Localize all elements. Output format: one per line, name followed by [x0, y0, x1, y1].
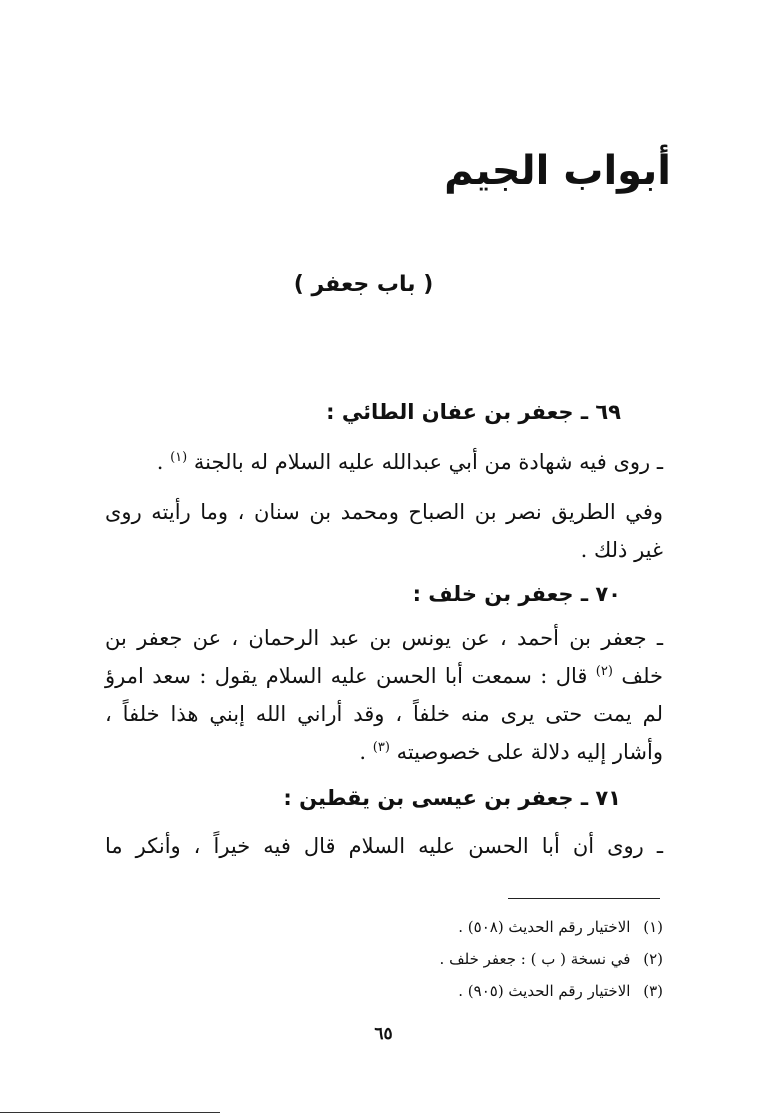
footnote-3-number: (٣) — [643, 982, 663, 1000]
entry-69-line-1-end: . — [156, 450, 164, 474]
footnote-2 — [440, 950, 663, 968]
entry-70-line-2-rest: قال : سمعت أبا الحسن عليه السلام يقول : سعد امرؤ — [105, 664, 588, 688]
entry-heading-69: ٦٩ ـ جعفر بن عفان الطائي : — [326, 400, 621, 424]
footnote-2-text: في نسخة ( ب ) : جعفر خلف . — [439, 950, 631, 968]
footnote-ref-3: (٣) — [372, 740, 390, 755]
entry-69-line-3: غير ذلك . — [580, 538, 663, 562]
entry-70-line-2 — [105, 664, 663, 688]
page-number: ٦٥ — [374, 1024, 393, 1044]
page-edge-line — [0, 1112, 220, 1113]
section-title: ( باب جعفر ) — [293, 272, 434, 297]
footnote-1-number: (١) — [643, 918, 663, 936]
footnote-2-number: (٢) — [643, 950, 663, 968]
chapter-title: أبواب الجيم — [444, 148, 671, 194]
entry-heading-71: ٧١ ـ جعفر بن عيسى بن يقطين : — [283, 786, 621, 810]
footnote-1-text: الاختيار رقم الحديث (٥٠٨) . — [458, 918, 631, 936]
entry-69-line-1-text: ـ روى فيه شهادة من أبي عبدالله عليه السلام له بالجنة — [193, 450, 663, 474]
footnote-ref-1: (١) — [170, 450, 188, 465]
footnote-separator — [508, 898, 660, 899]
entry-70-line-4-text: وأشار إليه دلالة على خصوصيته — [396, 740, 663, 764]
entry-70-line-4-end: . — [359, 740, 367, 764]
footnote-1 — [458, 918, 663, 936]
entry-70-line-4 — [359, 740, 663, 764]
entry-70-line-2-start: خلف — [621, 664, 663, 688]
footnote-3 — [458, 982, 663, 1000]
footnote-ref-2: (٢) — [595, 664, 613, 679]
footnote-3-text: الاختيار رقم الحديث (٩٠٥) . — [458, 982, 631, 1000]
entry-70-line-3: لم يمت حتى يرى منه خلفاً ، وقد أراني الله إبني هذا خلفاً ، — [105, 702, 663, 726]
entry-69-line-2: وفي الطريق نصر بن الصباح ومحمد بن سنان ، وما رأيته روى — [105, 500, 663, 524]
entry-70-line-1: ـ جعفر بن أحمد ، عن يونس بن عبد الرحمان ، عن جعفر بن — [105, 626, 663, 650]
entry-69-line-1 — [157, 450, 663, 474]
entry-heading-70: ٧٠ ـ جعفر بن خلف : — [412, 582, 621, 606]
entry-71-line-1: ـ روى أن أبا الحسن عليه السلام قال فيه خيراً ، وأنكر ما — [105, 834, 663, 858]
